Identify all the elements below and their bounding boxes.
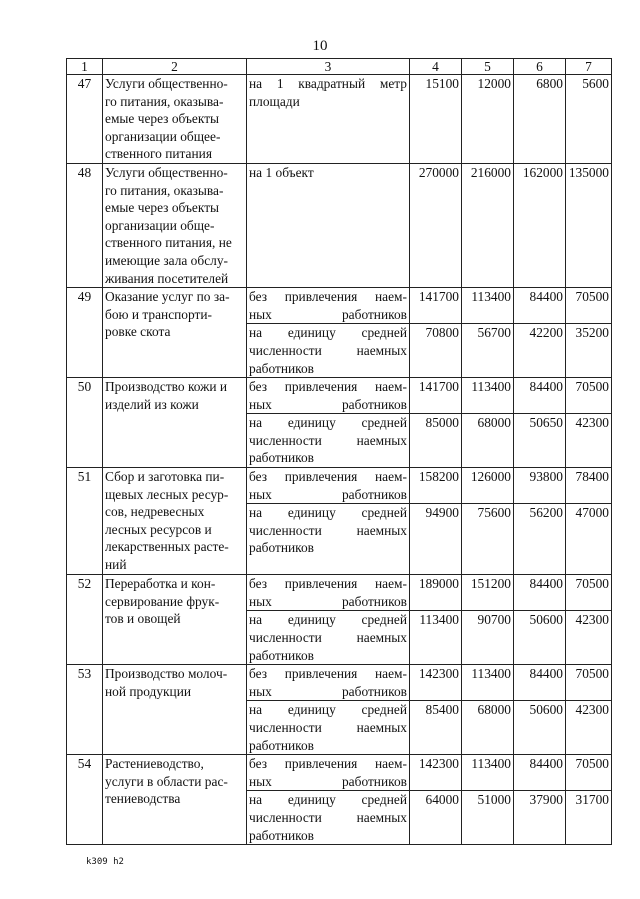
value-v7: 135000 xyxy=(566,163,612,287)
activity-name-line: ственного питания, не xyxy=(105,235,232,251)
table-row xyxy=(67,163,612,287)
header-cell-3: 3 xyxy=(247,59,410,75)
basis-line: численности наемных xyxy=(249,342,407,358)
value-v4: 85400 xyxy=(410,701,462,755)
table-row xyxy=(67,575,612,611)
activity-name-line: Переработка и кон- xyxy=(105,576,216,592)
header-cell-6: 6 xyxy=(514,59,566,75)
value-v6: 84400 xyxy=(514,288,566,324)
basis-cell xyxy=(247,468,410,504)
row-number: 52 xyxy=(67,575,103,665)
value-v6: 50600 xyxy=(514,611,566,665)
value-v5: 113400 xyxy=(462,378,514,414)
value-v5: 113400 xyxy=(462,755,514,791)
basis-cell xyxy=(247,665,410,701)
basis-line: численности наемных xyxy=(249,809,407,825)
header-row xyxy=(67,59,612,75)
basis-line: работников xyxy=(249,827,314,843)
activity-name-line: Растениеводство, xyxy=(105,756,204,772)
value-v7: 70500 xyxy=(566,665,612,701)
value-v7: 70500 xyxy=(566,575,612,611)
value-v7: 42300 xyxy=(566,701,612,755)
basis-line: работников xyxy=(249,450,314,466)
table-row xyxy=(67,378,612,414)
basis-cell xyxy=(247,288,410,324)
activity-name xyxy=(103,665,247,755)
value-v7: 42300 xyxy=(566,414,612,468)
basis-line: ных работников xyxy=(249,306,407,322)
value-v5: 51000 xyxy=(462,791,514,845)
basis-line: ных работников xyxy=(249,593,407,609)
basis-line: без привлечения наем- xyxy=(249,469,407,485)
value-v6: 42200 xyxy=(514,324,566,378)
activity-name-line: ственного питания xyxy=(105,146,212,162)
activity-name xyxy=(103,163,247,287)
basis-line: работников xyxy=(249,540,314,556)
value-v6: 84400 xyxy=(514,575,566,611)
basis-cell xyxy=(247,755,410,791)
basis-line: ных работников xyxy=(249,396,407,412)
value-v6: 6800 xyxy=(514,75,566,164)
activity-name-line: Производство молоч- xyxy=(105,666,228,682)
basis-line: на единицу средней xyxy=(249,612,407,628)
activity-name-line: тов и овощей xyxy=(105,611,181,627)
value-v5: 126000 xyxy=(462,468,514,504)
value-v4: 141700 xyxy=(410,288,462,324)
basis-cell xyxy=(247,324,410,378)
basis-cell xyxy=(247,414,410,468)
activity-name-line: ровке скота xyxy=(105,324,171,340)
basis-cell xyxy=(247,75,410,164)
value-v7: 47000 xyxy=(566,504,612,575)
header-cell-5: 5 xyxy=(462,59,514,75)
basis-line: ных работников xyxy=(249,486,407,502)
basis-line: без привлечения наем- xyxy=(249,379,407,395)
basis-line: численности наемных xyxy=(249,522,407,538)
activity-name-line: организации обще- xyxy=(105,217,215,233)
value-v4: 142300 xyxy=(410,665,462,701)
basis-line: на единицу средней xyxy=(249,702,407,718)
row-number: 47 xyxy=(67,75,103,164)
activity-name-line: бою и транспорти- xyxy=(105,306,212,322)
basis-cell xyxy=(247,575,410,611)
value-v6: 93800 xyxy=(514,468,566,504)
activity-name xyxy=(103,378,247,468)
row-number: 48 xyxy=(67,163,103,287)
basis-line: на единицу средней xyxy=(249,792,407,808)
value-v6: 84400 xyxy=(514,665,566,701)
table-row xyxy=(67,755,612,791)
value-v4: 158200 xyxy=(410,468,462,504)
activity-name-line: емые через объекты xyxy=(105,200,220,216)
activity-name-line: имеющие зала обслу- xyxy=(105,252,228,268)
value-v5: 113400 xyxy=(462,665,514,701)
activity-name-line: Услуги общественно- xyxy=(105,164,228,180)
activity-name xyxy=(103,468,247,575)
value-v4: 141700 xyxy=(410,378,462,414)
rates-table xyxy=(66,58,612,845)
header-cell-4: 4 xyxy=(410,59,462,75)
value-v5: 68000 xyxy=(462,414,514,468)
activity-name-line: сов, недревесных xyxy=(105,504,205,520)
basis-line: численности наемных xyxy=(249,432,407,448)
activity-name-line: Сбор и заготовка пи- xyxy=(105,469,225,485)
header-cell-2: 2 xyxy=(103,59,247,75)
value-v6: 50650 xyxy=(514,414,566,468)
activity-name-line: услуги в области рас- xyxy=(105,773,228,789)
basis-line: без привлечения наем- xyxy=(249,666,407,682)
value-v6: 56200 xyxy=(514,504,566,575)
value-v7: 78400 xyxy=(566,468,612,504)
value-v6: 84400 xyxy=(514,378,566,414)
basis-line: работников xyxy=(249,647,314,663)
header-cell-7: 7 xyxy=(566,59,612,75)
value-v4: 15100 xyxy=(410,75,462,164)
basis-cell xyxy=(247,163,410,287)
activity-name-line: живания посетителей xyxy=(105,270,229,286)
basis-cell xyxy=(247,791,410,845)
basis-line: на 1 объект xyxy=(249,164,314,180)
value-v5: 68000 xyxy=(462,701,514,755)
value-v5: 216000 xyxy=(462,163,514,287)
basis-line: на единицу средней xyxy=(249,505,407,521)
value-v5: 56700 xyxy=(462,324,514,378)
activity-name xyxy=(103,288,247,378)
table-row xyxy=(67,75,612,164)
activity-name-line: организации общее- xyxy=(105,128,221,144)
row-number: 51 xyxy=(67,468,103,575)
value-v5: 113400 xyxy=(462,288,514,324)
activity-name-line: щевых лесных ресур- xyxy=(105,486,229,502)
basis-line: без привлечения наем- xyxy=(249,576,407,592)
activity-name-line: лекарственных расте- xyxy=(105,539,229,555)
basis-cell xyxy=(247,611,410,665)
table-body xyxy=(67,59,612,845)
value-v5: 151200 xyxy=(462,575,514,611)
row-number: 53 xyxy=(67,665,103,755)
value-v5: 75600 xyxy=(462,504,514,575)
basis-line: на единицу средней xyxy=(249,415,407,431)
basis-cell xyxy=(247,378,410,414)
basis-line: площади xyxy=(249,93,300,109)
basis-line: ных работников xyxy=(249,773,407,789)
basis-line: ных работников xyxy=(249,683,407,699)
row-number: 54 xyxy=(67,755,103,845)
activity-name-line: ной продукции xyxy=(105,683,192,699)
activity-name-line: Услуги общественно- xyxy=(105,76,228,91)
value-v6: 37900 xyxy=(514,791,566,845)
value-v6: 50600 xyxy=(514,701,566,755)
value-v6: 162000 xyxy=(514,163,566,287)
basis-line: работников xyxy=(249,360,314,376)
value-v4: 189000 xyxy=(410,575,462,611)
value-v5: 90700 xyxy=(462,611,514,665)
activity-name-line: го питания, оказыва- xyxy=(105,182,224,198)
basis-line: численности наемных xyxy=(249,720,407,735)
value-v4: 94900 xyxy=(410,504,462,575)
footer-code: k309 h2 xyxy=(86,857,124,867)
value-v7: 5600 xyxy=(566,75,612,164)
activity-name-line: го питания, оказыва- xyxy=(105,93,224,109)
basis-line: без привлечения наем- xyxy=(249,756,407,772)
row-number: 49 xyxy=(67,288,103,378)
activity-name-line: емые через объекты xyxy=(105,111,220,127)
basis-line: численности наемных xyxy=(249,630,407,646)
activity-name xyxy=(103,75,247,164)
value-v4: 85000 xyxy=(410,414,462,468)
value-v7: 70500 xyxy=(566,755,612,791)
value-v4: 64000 xyxy=(410,791,462,845)
value-v7: 42300 xyxy=(566,611,612,665)
value-v7: 35200 xyxy=(566,324,612,378)
table-row xyxy=(67,288,612,324)
activity-name-line: изделий из кожи xyxy=(105,396,199,412)
activity-name xyxy=(103,575,247,665)
value-v7: 31700 xyxy=(566,791,612,845)
page-number: 10 xyxy=(312,38,328,54)
value-v6: 84400 xyxy=(514,755,566,791)
value-v4: 70800 xyxy=(410,324,462,378)
activity-name-line: Оказание услуг по за- xyxy=(105,289,230,305)
value-v4: 142300 xyxy=(410,755,462,791)
table-row xyxy=(67,468,612,504)
basis-line: на единицу средней xyxy=(249,325,407,341)
value-v5: 12000 xyxy=(462,75,514,164)
activity-name-line: ний xyxy=(105,557,127,573)
value-v7: 70500 xyxy=(566,288,612,324)
activity-name-line: тениеводства xyxy=(105,791,181,807)
basis-line: без привлечения наем- xyxy=(249,289,407,305)
activity-name-line: сервирование фрук- xyxy=(105,593,220,609)
activity-name xyxy=(103,755,247,845)
basis-line: на 1 квадратный метр xyxy=(249,76,407,91)
activity-name-line: Производство кожи и xyxy=(105,379,228,395)
row-number: 50 xyxy=(67,378,103,468)
basis-cell xyxy=(247,504,410,575)
value-v4: 270000 xyxy=(410,163,462,287)
header-cell-1: 1 xyxy=(67,59,103,75)
basis-cell xyxy=(247,701,410,755)
value-v7: 70500 xyxy=(566,378,612,414)
basis-line: работников xyxy=(249,737,314,753)
value-v4: 113400 xyxy=(410,611,462,665)
table-row xyxy=(67,665,612,701)
activity-name-line: лесных ресурсов и xyxy=(105,521,212,537)
